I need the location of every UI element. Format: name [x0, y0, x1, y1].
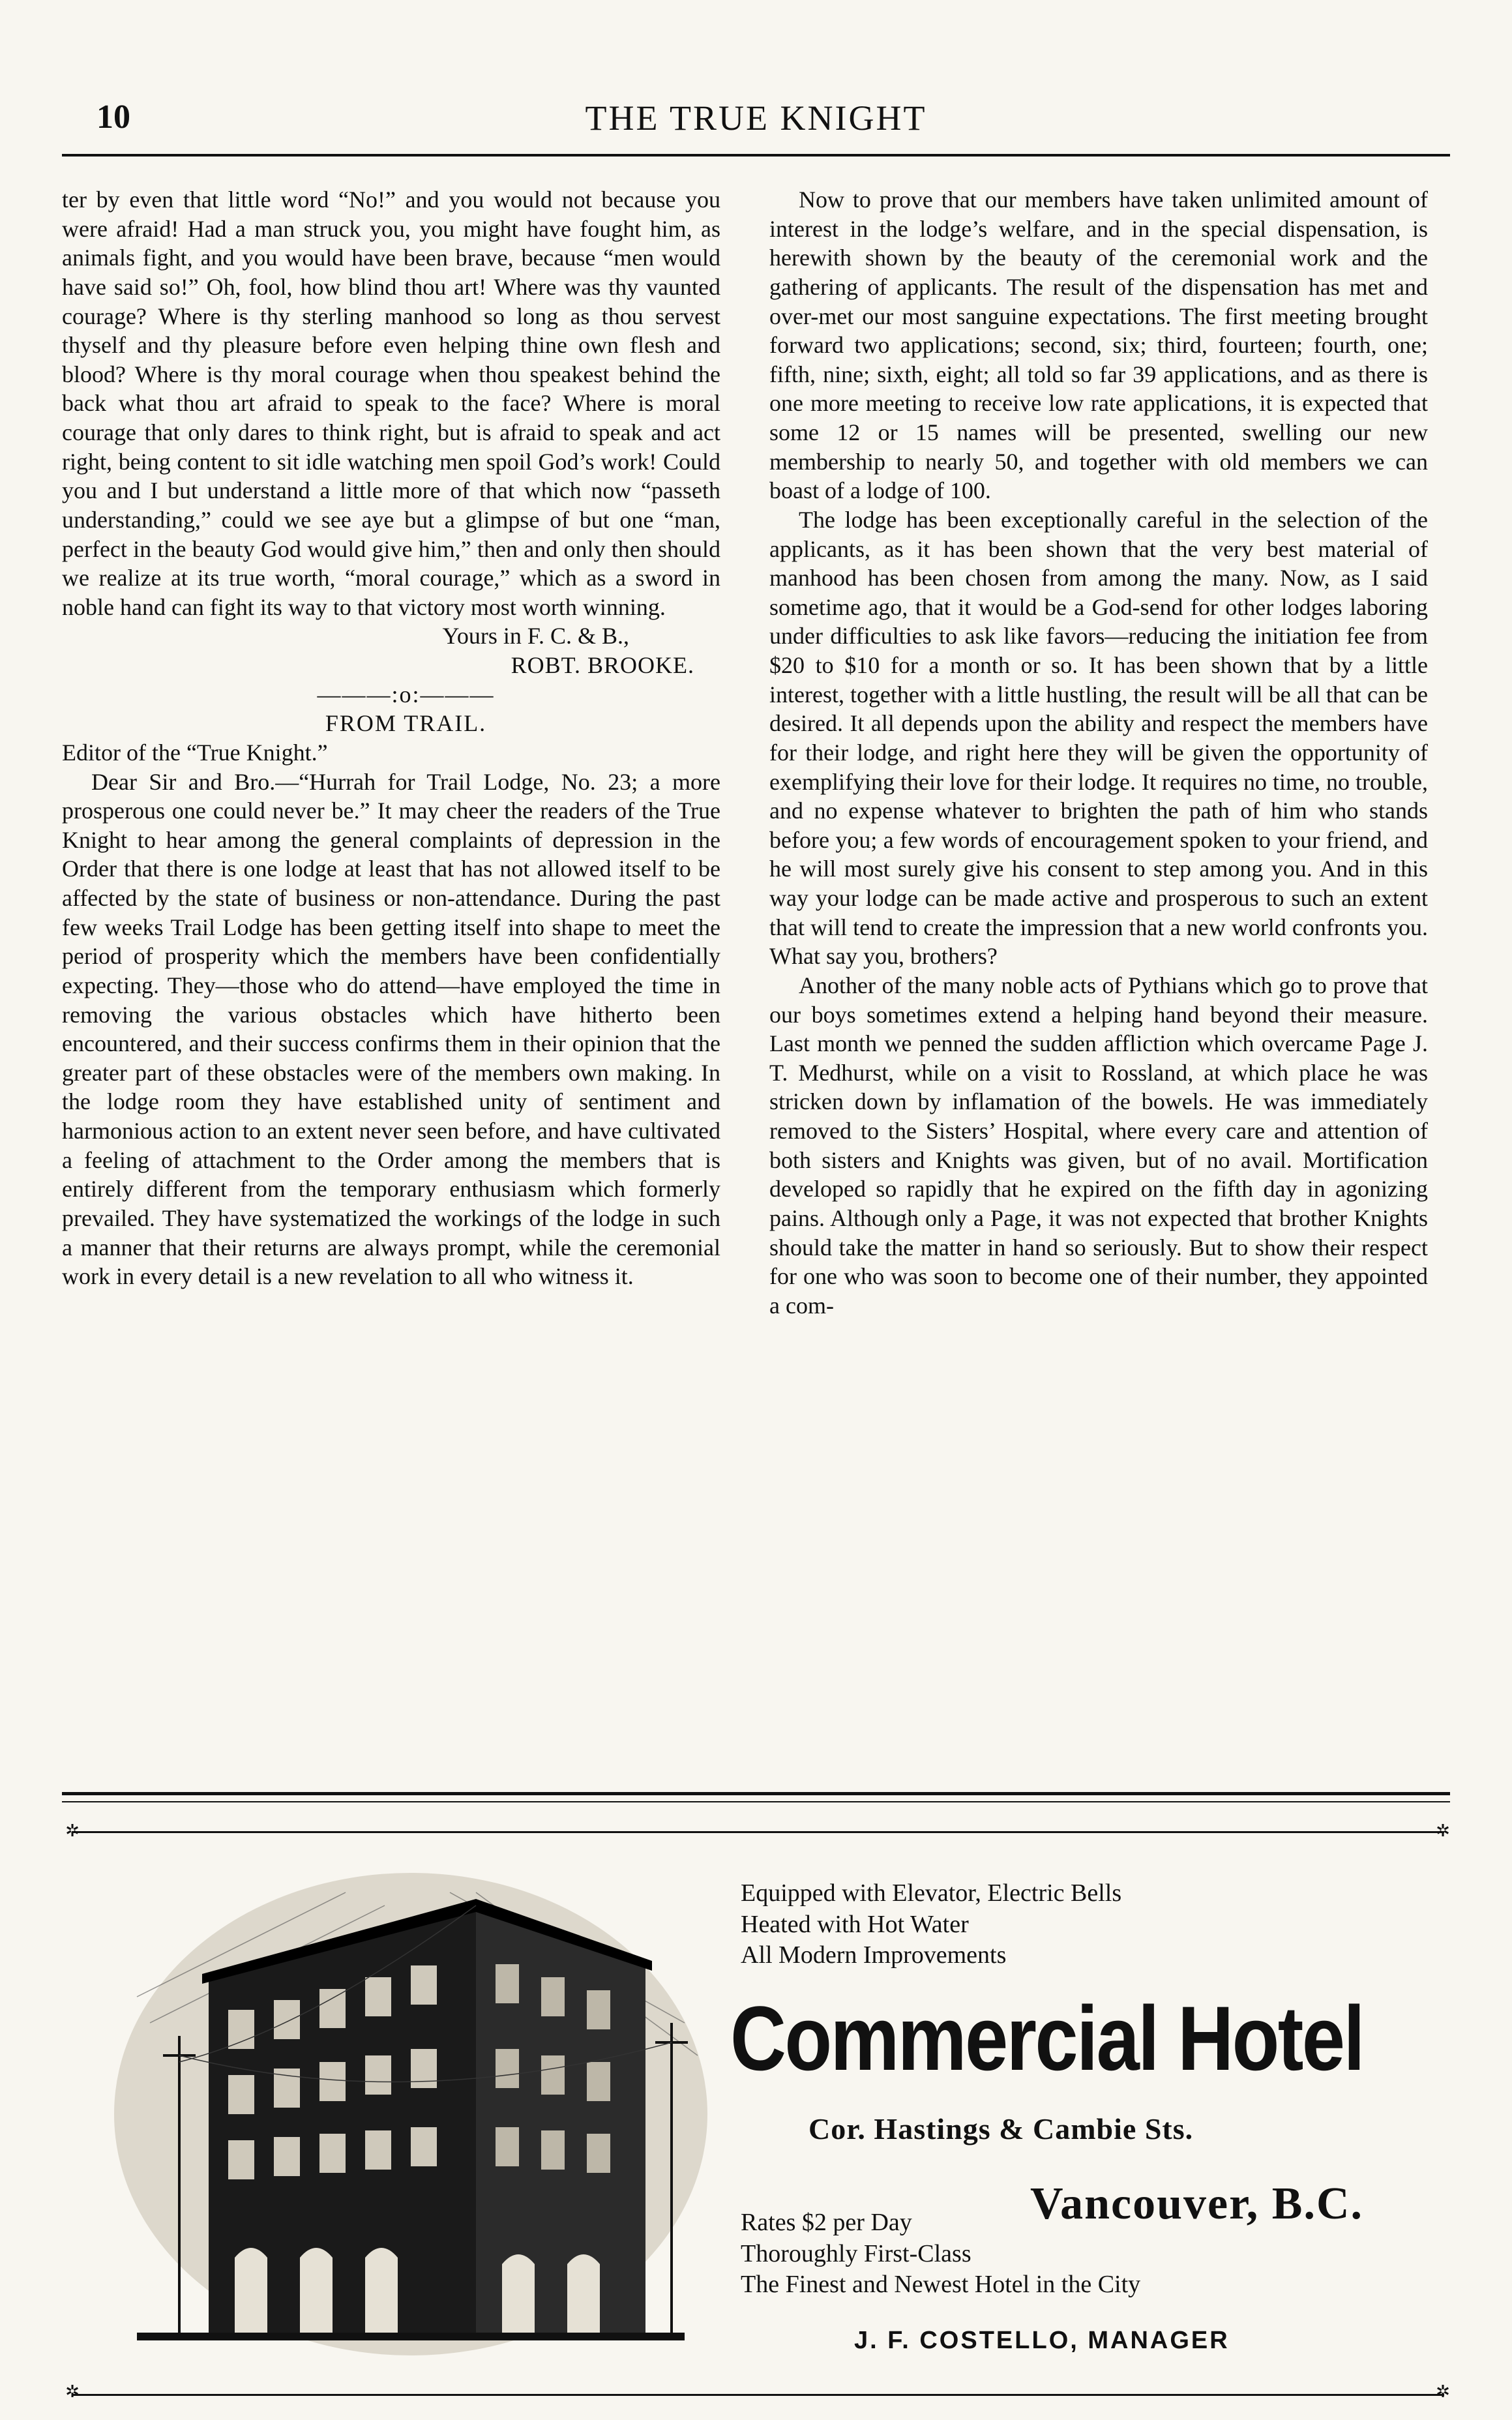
corner-ornament-icon: ✲ [1436, 1821, 1450, 1840]
paragraph: Another of the many noble acts of Pythians which go to prove that our boys sometimes extend a helping hand beyond their measure. Last month we penned the sudden affliction which overcame Page J. T. Medhurst, while on a visit to Rossland, at which place he was stricken down by inflamation of the bowels. He was immediately removed to the Sisters’ Hospital, where every care and attention of both sisters and Knights was given, but of no avail. Mortification developed so rapidly that he expired on the fifth day in agonizing pains. Although only a Page, it was not expected that brother Knights should take the matter in hand so seriously. But to show their respect for one who was soon to become one of their number, they appointed a com- [769, 972, 1428, 1319]
paragraph: Now to prove that our members have taken unlimited amount of interest in the lodge’s welfare, and in the special dispensation, is herewith shown by the beauty of the ceremonial work and the gathering of applicants. The result of the dispensation has met and over-met our most sanguine expectations. The first meeting brought forward two applications; second, six; third, fourteen; fourth, one; fifth, nine; sixth, eight; all told so far 39 applications, and as there is one more meeting to receive low rate applications, it is expected that some 12 or 15 names will be presented, swelling our new membership to nearly 50, and together with old members we can boast of a lodge of 100. [769, 187, 1428, 504]
letter-salutation: Editor of the “True Knight.” [62, 739, 328, 766]
corner-ornament-icon: ✲ [65, 1821, 80, 1840]
paragraph: The lodge has been exceptionally careful in the selection of the applicants, as it has been shown that the very best material of manhood has been chosen from among the many. Now, as I said sometime ago, that it would be a God-send for other lodges laboring under difficulties to ask like favors—reducing the initiation fee from $20 to $10 for a month or so. It has been shown that by a little interest, together with a little hustling, the result will be all that can be desired. It all depends upon the ability and respect the members have for their lodge, and right here they will be given the opportunity of exemplifying their love for their lodge. It requires no time, no trouble, and no expense whatever to brighten the path of him who stands before you; a few words of encouragement spoken to your friend, and he will most surely give his consent to step among you. And in this way your lodge can be made active and prosperous to such an extent that will tend to create the impression that a new world confronts you. What say you, brothers? [769, 506, 1428, 970]
section-separator: ———:o:——— [317, 681, 495, 708]
corner-ornament-icon: ✲ [65, 2382, 80, 2401]
detail-line: Rates $2 per Day [741, 2209, 912, 2236]
ad-top-rule-thin [62, 1801, 1450, 1802]
header-rule [62, 154, 1450, 157]
detail-line: Thoroughly First-Class [741, 2239, 971, 2267]
paragraph: Dear Sir and Bro.—“Hurrah for Trail Lodge, No. 23; a more prosperous one could never be.” It may cheer the readers of the True Knight to hear among the general complaints of depression in the Order that there is one lodge at least that has not allowed itself to be affected by the state of business or non-attendance. During the past few weeks Trail Lodge has been getting itself into shape to meet the period of prosperity which the members have been confidentially expecting. They—those who do attend—have employed the time in removing the various obstacles which have hitherto been encountered, and their success confirms them in their opinion that the greater part of these obstacles were of the members own making. In the lodge room they have established unity of sentiment and harmonious action to an extent never seen before, and have cultivated a feeling of attachment to the Order among the members that is entirely different from the temporary enthusiasm which formerly prevailed. They have systematized the workings of the lodge in such a manner that their returns are always prompt, while the ceremonial work in every detail is a new revelation to all who witness it. [62, 768, 720, 1290]
hotel-building-illustration [111, 1866, 711, 2362]
hotel-manager: J. F. COSTELLO, MANAGER [854, 2327, 1230, 2354]
ad-top-rule [62, 1792, 1450, 1795]
feature-line: Heated with Hot Water [741, 1910, 969, 1938]
corner-ornament-icon: ✲ [1436, 2382, 1450, 2401]
paragraph: ter by even that little word “No!” and you would not because you were afraid! Had a man struck you, you might have fought him, as animals fight, and you would have been brave, because “men would have said so!” Oh, fool, how blind thou art! Where was thy vaunted courage? Where is thy sterling manhood so long as thou servest thyself and thy pleasure before even helping thine own flesh and blood? Where is thy moral courage when thou speakest behind the back what thou art afraid to speak to the face? Where is moral courage that only dares to think right, but is afraid to speak and act right, being content to sit idle watching men spoil God’s work! Could you and I but understand a little more of that which now “passeth understanding,” could we see aye but a glimpse of but one “man, perfect in the beauty God would give him,” then and only then should we realize at its true worth, “moral courage,” which as a sword in noble hand can fight its way to that victory most worth winning. [62, 187, 720, 620]
page-number: 10 [96, 98, 130, 136]
letter-signoff: Yours in F. C. & B., [442, 623, 629, 650]
hotel-city: Vancouver, B.C. [1030, 2179, 1364, 2229]
left-column [62, 185, 720, 1763]
letter-author: ROBT. BROOKE. [511, 652, 694, 678]
hotel-name: Commercial Hotel [730, 1987, 1363, 2089]
hotel-features [741, 1878, 1121, 1971]
running-title: THE TRUE KNIGHT [585, 98, 927, 138]
section-heading: FROM TRAIL. [325, 710, 487, 737]
feature-line: Equipped with Elevator, Electric Bells [741, 1879, 1122, 1907]
feature-line: All Modern Improvements [741, 1941, 1007, 1969]
hotel-details [741, 2207, 1140, 2301]
right-column [769, 185, 1428, 1763]
detail-line: The Finest and Newest Hotel in the City [741, 2271, 1141, 2298]
hotel-address: Cor. Hastings & Cambie Sts. [808, 2112, 1194, 2145]
